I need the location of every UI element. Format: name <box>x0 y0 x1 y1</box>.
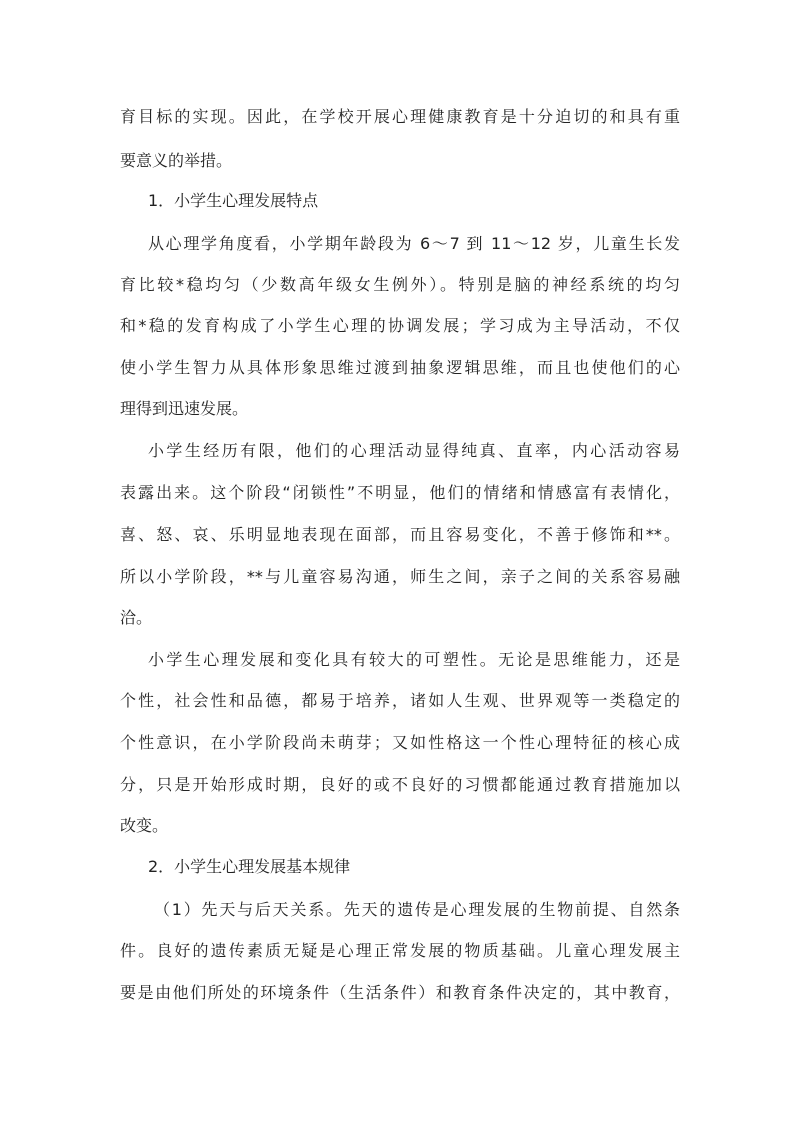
paragraph-line: 分，只是开始形成时期，良好的或不良好的习惯都能通过教育措施加以 <box>120 775 680 794</box>
paragraph-line: 小学生经历有限，他们的心理活动显得纯真、直率，内心活动容易 <box>148 441 680 460</box>
paragraph-line: 喜、怒、哀、乐明显地表现在面部，而且容易变化，不善于修饰和**。 <box>120 525 680 544</box>
section-heading: 2．小学生心理发展基本规律 <box>148 857 351 876</box>
paragraph-line: 理得到迅速发展。 <box>120 399 249 418</box>
paragraph-line: 小学生心理发展和变化具有较大的可塑性。无论是思维能力，还是 <box>148 650 680 669</box>
paragraph-line: 从心理学角度看，小学期年龄段为 6～7 到 11～12 岁，儿童生长发 <box>148 234 680 253</box>
paragraph-line: 要是由他们所处的环境条件（生活条件）和教育条件决定的，其中教育， <box>120 983 680 1002</box>
paragraph-line: 要意义的举措。 <box>120 151 233 170</box>
paragraph-line: 件。良好的遗传素质无疑是心理正常发展的物质基础。儿童心理发展主 <box>120 941 680 960</box>
paragraph-line: 改变。 <box>120 816 169 835</box>
paragraph-line: 和*稳的发育构成了小学生心理的协调发展；学习成为主导活动，不仅 <box>120 316 680 335</box>
paragraph-line: 表露出来。这个阶段“闭锁性”不明显，他们的情绪和情感富有表情化， <box>120 483 680 502</box>
paragraph-line: （1）先天与后天关系。先天的遗传是心理发展的生物前提、自然条 <box>154 900 680 919</box>
paragraph-line: 育目标的实现。因此，在学校开展心理健康教育是十分迫切的和具有重 <box>120 107 680 126</box>
paragraph-line: 洽。 <box>120 608 153 627</box>
paragraph-line: 使小学生智力从具体形象思维过渡到抽象逻辑思维，而且也使他们的心 <box>120 358 680 377</box>
paragraph-line: 个性意识，在小学阶段尚未萌芽；又如性格这一个性心理特征的核心成 <box>120 733 680 752</box>
section-heading: 1．小学生心理发展特点 <box>148 191 319 210</box>
paragraph-line: 个性，社会性和品德，都易于培养，诸如人生观、世界观等一类稳定的 <box>120 691 680 710</box>
paragraph-line: 育比较*稳均匀（少数高年级女生例外）。特别是脑的神经系统的均匀 <box>120 275 680 294</box>
paragraph-line: 所以小学阶段，**与儿童容易沟通，师生之间，亲子之间的关系容易融 <box>120 567 680 586</box>
